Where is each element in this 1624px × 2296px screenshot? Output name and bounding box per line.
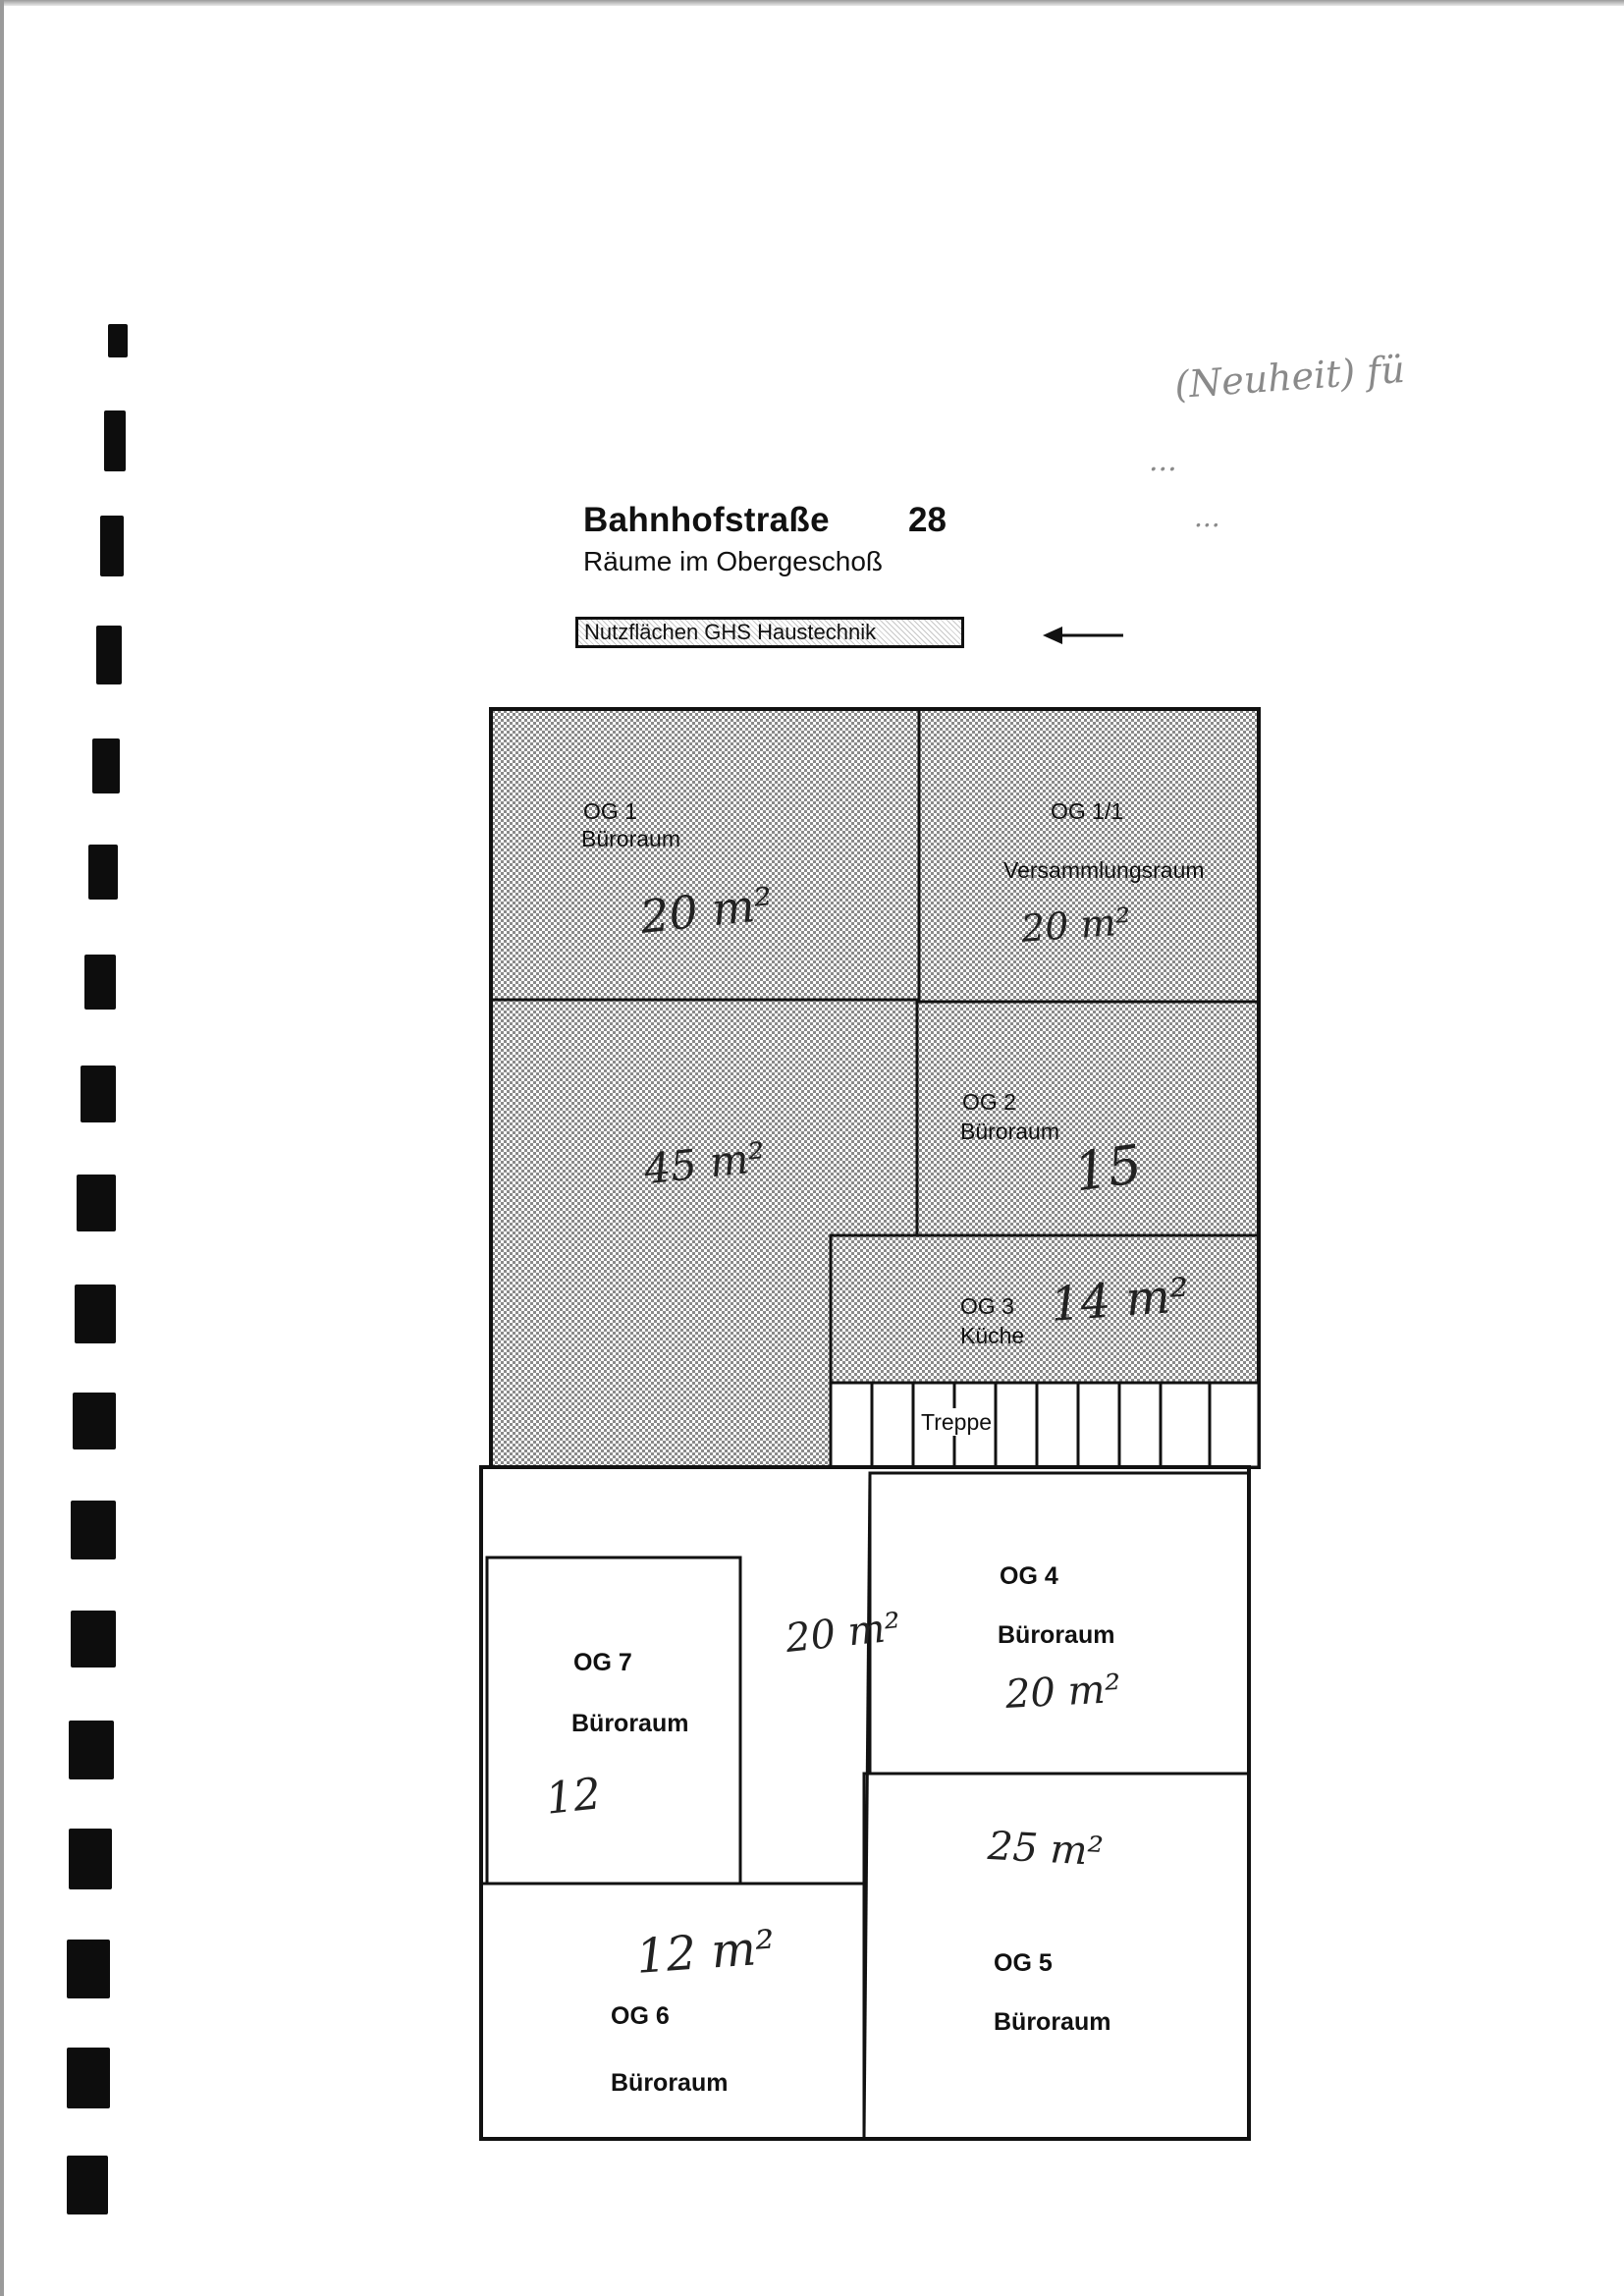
room-og1-area: 20 m² [637,877,776,944]
punch-hole [104,410,126,471]
page-title: Bahnhofstraße [583,501,830,539]
punch-hole [92,738,120,793]
room-og3-code: OG 3 [960,1293,1014,1319]
floor-plan [471,697,1276,2151]
room-og7-area: 12 [543,1769,604,1825]
room-unlabeled-area: 45 m² [641,1132,768,1194]
room-og6-name: Büroraum [611,2069,729,2097]
punch-hole [100,516,124,576]
room-og2-area: 15 [1069,1132,1146,1204]
room-og5-area: 25 m² [986,1823,1105,1876]
arrow-left-icon [1041,619,1129,652]
punch-hole [69,1721,114,1779]
scan-top-edge [0,0,1624,6]
room-og4-area: 20 m² [1003,1666,1122,1719]
punch-hole [67,1940,110,1998]
punch-hole [73,1393,116,1449]
margin-note-line-2: ... [1149,444,1177,478]
punch-hole [69,1829,112,1889]
punch-hole [71,1501,116,1559]
room-og4-name: Büroraum [998,1621,1115,1649]
house-number: 28 [908,501,947,539]
punch-hole [88,845,118,900]
punch-hole [67,2156,108,2214]
room-og1-name: Büroraum [581,826,680,851]
punch-hole [71,1611,116,1667]
category-tag: Nutzflächen GHS Haustechnik [575,617,964,648]
punch-hole [96,626,122,684]
room-og2-code: OG 2 [962,1089,1016,1115]
page-subtitle: Räume im Obergeschoß [583,546,884,576]
margin-note-line-1: (Neuheit) fü [1172,347,1407,408]
punch-hole [108,324,128,357]
punch-hole [75,1285,116,1343]
room-og11-code: OG 1/1 [1051,798,1124,824]
punch-hole [67,2048,110,2108]
punch-hole [77,1175,116,1231]
room-og11-name: Versammlungsraum [1003,857,1205,883]
margin-note-line-3: ... [1194,501,1220,533]
room-og1-code: OG 1 [583,798,637,824]
stairs [831,1383,1259,1467]
room-og2-name: Büroraum [960,1119,1059,1144]
room-og5-code: OG 5 [994,1949,1053,1977]
room-og3-area: 14 m² [1049,1268,1191,1333]
punch-hole [84,955,116,1010]
scan-left-edge [0,0,4,2296]
room-og5-name: Büroraum [994,2008,1111,2036]
stairs-label: Treppe [921,1409,993,1435]
room-og7-name: Büroraum [571,1710,689,1737]
room-og6-code: OG 6 [611,2002,670,2030]
room-og7-code: OG 7 [573,1649,632,1676]
room-og4-code: OG 4 [1000,1562,1058,1590]
room-og6-box [481,1884,864,2139]
room-og6-area: 12 m² [634,1920,777,1985]
room-og11-area: 20 m² [1019,900,1133,951]
corridor-area: 20 m² [783,1604,903,1663]
room-og3-name: Küche [960,1323,1025,1348]
punch-hole [81,1066,116,1122]
